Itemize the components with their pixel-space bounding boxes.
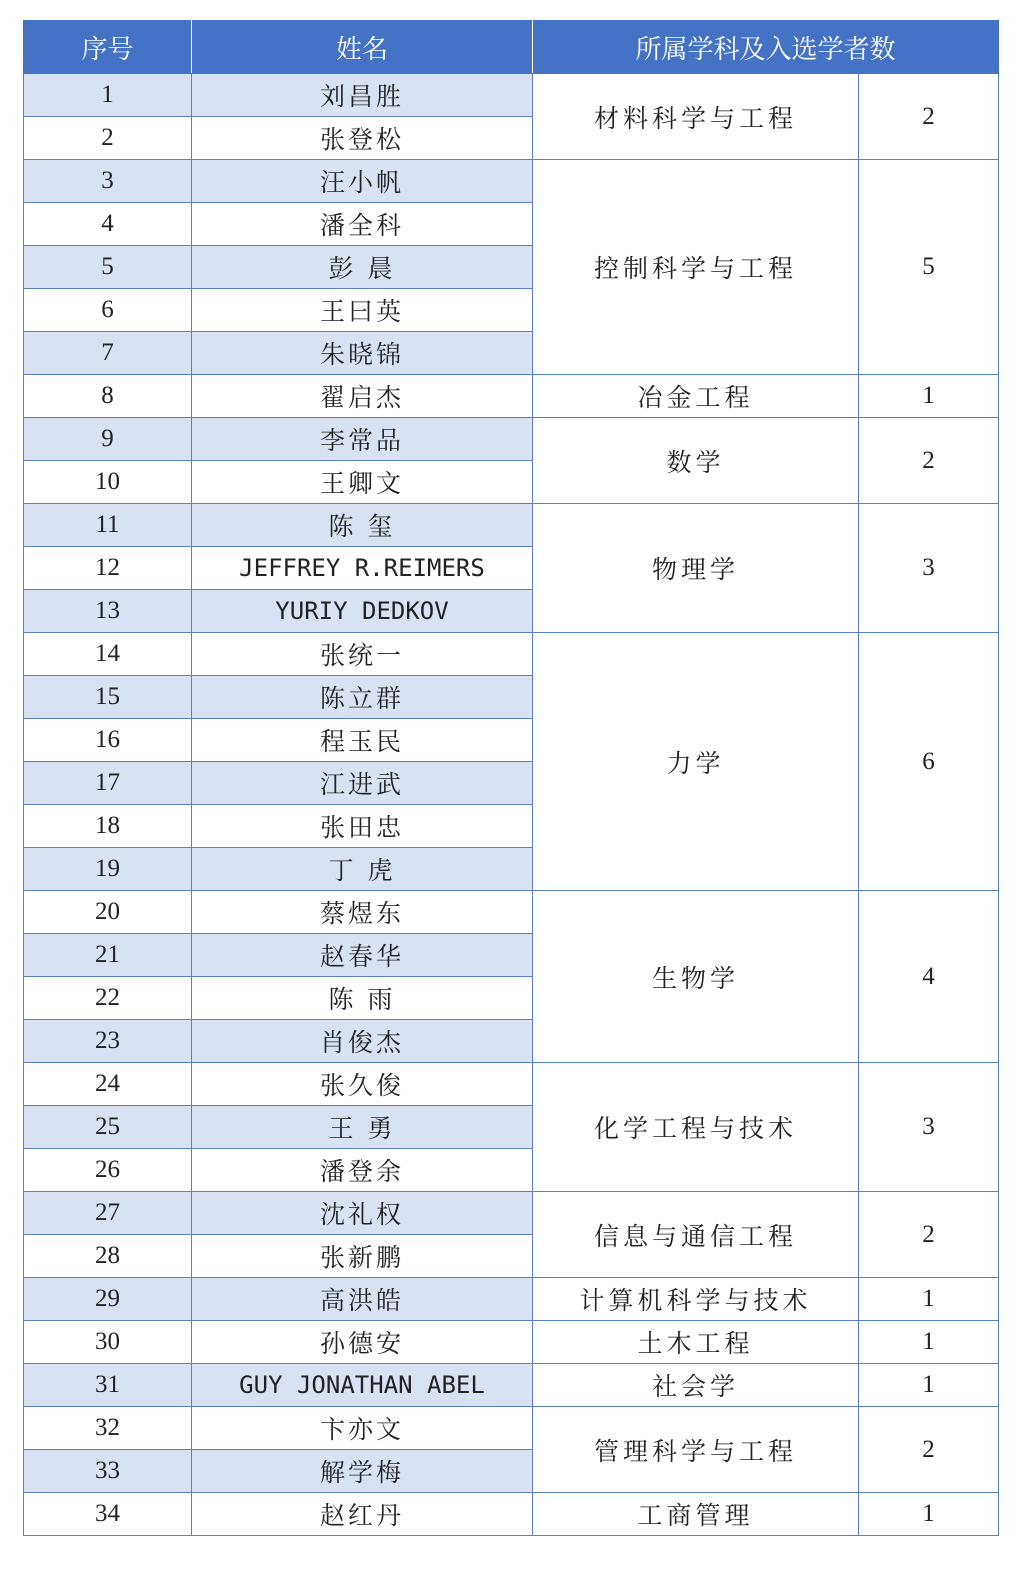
header-name: 姓名 — [192, 21, 533, 74]
name-cell: 张登松 — [192, 117, 533, 160]
index-cell: 9 — [24, 418, 192, 461]
count-cell: 6 — [859, 633, 999, 891]
name-cell: 潘全科 — [192, 203, 533, 246]
subject-cell: 力学 — [533, 633, 859, 891]
name-cell: YURIY DEDKOV — [192, 590, 533, 633]
name-cell: 彭 晨 — [192, 246, 533, 289]
subject-cell: 物理学 — [533, 504, 859, 633]
subject-cell: 化学工程与技术 — [533, 1063, 859, 1192]
name-cell: 江进武 — [192, 762, 533, 805]
subject-cell: 土木工程 — [533, 1321, 859, 1364]
name-cell: 张新鹏 — [192, 1235, 533, 1278]
subject-cell: 社会学 — [533, 1364, 859, 1407]
count-cell: 2 — [859, 1192, 999, 1278]
index-cell: 31 — [24, 1364, 192, 1407]
index-cell: 22 — [24, 977, 192, 1020]
name-cell: 陈立群 — [192, 676, 533, 719]
count-cell: 3 — [859, 504, 999, 633]
table-row — [24, 1063, 999, 1106]
index-cell: 26 — [24, 1149, 192, 1192]
count-cell: 1 — [859, 1278, 999, 1321]
name-cell: 王曰英 — [192, 289, 533, 332]
table-row — [24, 1364, 999, 1407]
index-cell: 12 — [24, 547, 192, 590]
table-row — [24, 633, 999, 676]
index-cell: 32 — [24, 1407, 192, 1450]
subject-cell: 冶金工程 — [533, 375, 859, 418]
count-cell: 1 — [859, 1364, 999, 1407]
name-cell: 高洪皓 — [192, 1278, 533, 1321]
index-cell: 30 — [24, 1321, 192, 1364]
index-cell: 28 — [24, 1235, 192, 1278]
index-cell: 8 — [24, 375, 192, 418]
index-cell: 27 — [24, 1192, 192, 1235]
header-index: 序号 — [24, 21, 192, 74]
index-cell: 2 — [24, 117, 192, 160]
subject-cell: 控制科学与工程 — [533, 160, 859, 375]
header-subject: 所属学科及入选学者数 — [533, 21, 999, 74]
table-row — [24, 1493, 999, 1536]
name-cell: 张久俊 — [192, 1063, 533, 1106]
table-row — [24, 1321, 999, 1364]
count-cell: 1 — [859, 1493, 999, 1536]
name-cell: 肖俊杰 — [192, 1020, 533, 1063]
index-cell: 23 — [24, 1020, 192, 1063]
index-cell: 13 — [24, 590, 192, 633]
name-cell: JEFFREY R.REIMERS — [192, 547, 533, 590]
index-cell: 7 — [24, 332, 192, 375]
name-cell: 翟启杰 — [192, 375, 533, 418]
name-cell: 赵红丹 — [192, 1493, 533, 1536]
index-cell: 15 — [24, 676, 192, 719]
index-cell: 18 — [24, 805, 192, 848]
name-cell: 丁 虎 — [192, 848, 533, 891]
scholars-table — [23, 20, 999, 1536]
name-cell: 陈 雨 — [192, 977, 533, 1020]
name-cell: 汪小帆 — [192, 160, 533, 203]
index-cell: 1 — [24, 74, 192, 117]
subject-cell: 信息与通信工程 — [533, 1192, 859, 1278]
name-cell: 卞亦文 — [192, 1407, 533, 1450]
subject-cell: 数学 — [533, 418, 859, 504]
index-cell: 6 — [24, 289, 192, 332]
name-cell: GUY JONATHAN ABEL — [192, 1364, 533, 1407]
header-row — [24, 21, 999, 74]
name-cell: 蔡煜东 — [192, 891, 533, 934]
name-cell: 程玉民 — [192, 719, 533, 762]
table-row — [24, 504, 999, 547]
count-cell: 2 — [859, 1407, 999, 1493]
subject-cell: 工商管理 — [533, 1493, 859, 1536]
count-cell: 1 — [859, 375, 999, 418]
index-cell: 16 — [24, 719, 192, 762]
count-cell: 5 — [859, 160, 999, 375]
index-cell: 19 — [24, 848, 192, 891]
table-row — [24, 375, 999, 418]
name-cell: 解学梅 — [192, 1450, 533, 1493]
name-cell: 张田忠 — [192, 805, 533, 848]
index-cell: 34 — [24, 1493, 192, 1536]
index-cell: 20 — [24, 891, 192, 934]
index-cell: 11 — [24, 504, 192, 547]
subject-cell: 管理科学与工程 — [533, 1407, 859, 1493]
name-cell: 赵春华 — [192, 934, 533, 977]
table-row — [24, 160, 999, 203]
index-cell: 4 — [24, 203, 192, 246]
table-row — [24, 1407, 999, 1450]
table-row — [24, 1192, 999, 1235]
subject-cell: 材料科学与工程 — [533, 74, 859, 160]
name-cell: 朱晓锦 — [192, 332, 533, 375]
table-row — [24, 74, 999, 117]
table-row — [24, 1278, 999, 1321]
index-cell: 3 — [24, 160, 192, 203]
name-cell: 陈 玺 — [192, 504, 533, 547]
table-body — [24, 74, 999, 1536]
name-cell: 王卿文 — [192, 461, 533, 504]
subject-cell: 生物学 — [533, 891, 859, 1063]
index-cell: 24 — [24, 1063, 192, 1106]
index-cell: 21 — [24, 934, 192, 977]
name-cell: 刘昌胜 — [192, 74, 533, 117]
index-cell: 10 — [24, 461, 192, 504]
index-cell: 5 — [24, 246, 192, 289]
count-cell: 4 — [859, 891, 999, 1063]
subject-cell: 计算机科学与技术 — [533, 1278, 859, 1321]
index-cell: 17 — [24, 762, 192, 805]
name-cell: 孙德安 — [192, 1321, 533, 1364]
table-row — [24, 891, 999, 934]
index-cell: 25 — [24, 1106, 192, 1149]
name-cell: 王 勇 — [192, 1106, 533, 1149]
name-cell: 沈礼权 — [192, 1192, 533, 1235]
count-cell: 3 — [859, 1063, 999, 1192]
count-cell: 2 — [859, 74, 999, 160]
table-row — [24, 418, 999, 461]
name-cell: 潘登余 — [192, 1149, 533, 1192]
index-cell: 29 — [24, 1278, 192, 1321]
count-cell: 1 — [859, 1321, 999, 1364]
count-cell: 2 — [859, 418, 999, 504]
name-cell: 张统一 — [192, 633, 533, 676]
name-cell: 李常品 — [192, 418, 533, 461]
index-cell: 33 — [24, 1450, 192, 1493]
index-cell: 14 — [24, 633, 192, 676]
